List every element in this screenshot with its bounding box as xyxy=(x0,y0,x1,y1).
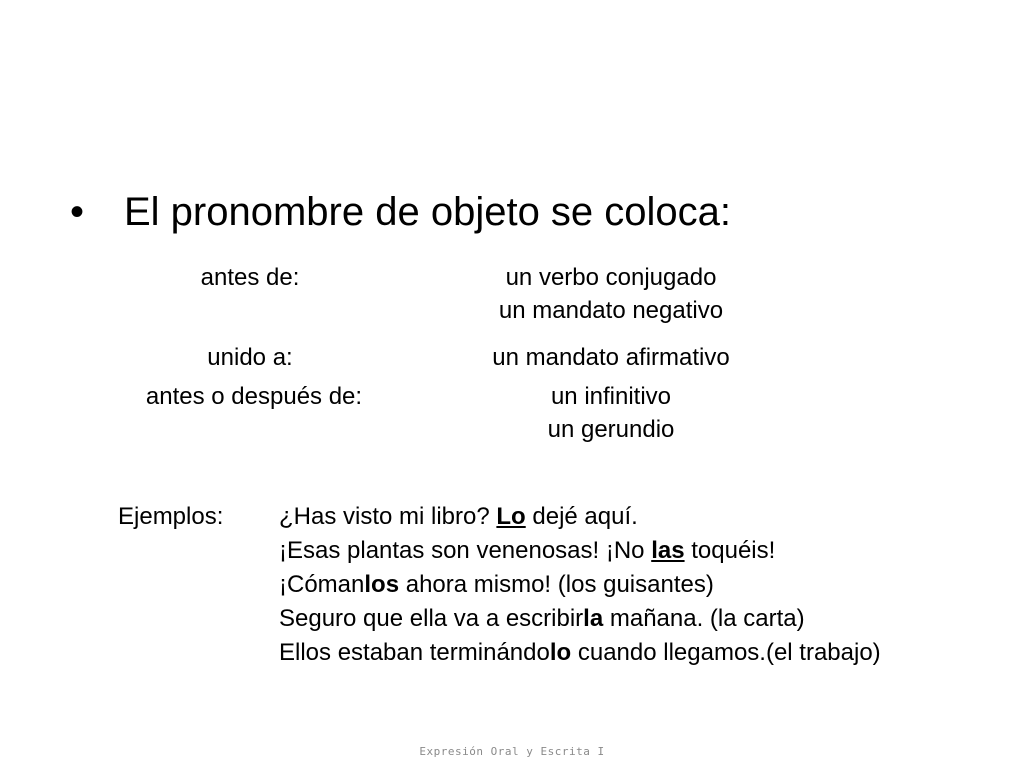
example-text: dejé aquí. xyxy=(525,503,638,530)
rule-value: un mandato afirmativo xyxy=(492,344,730,371)
example-text: ahora mismo! (los guisantes) xyxy=(399,571,714,598)
example-text: Ellos estaban terminándo xyxy=(279,639,550,666)
example-sentence xyxy=(279,500,919,534)
example-text: ¡Cóman xyxy=(279,571,365,598)
example-sentence xyxy=(279,636,919,670)
rule-value: un gerundio xyxy=(547,416,675,443)
example-pronoun-highlight: las xyxy=(651,537,685,564)
rule-value: un infinitivo xyxy=(550,383,672,410)
examples-label: Ejemplos: xyxy=(118,503,224,530)
example-text: cuando llegamos.(el trabajo) xyxy=(571,639,881,666)
rule-label-antes-o-despues: antes o después de: xyxy=(145,383,363,410)
example-text: Seguro que ella va a escribir xyxy=(279,605,584,632)
rule-label-antes: antes de: xyxy=(200,264,300,291)
example-sentence xyxy=(279,534,919,568)
example-text: ¿Has visto mi libro? xyxy=(279,503,497,530)
example-sentence xyxy=(279,602,919,636)
rule-label-unido: unido a: xyxy=(207,344,293,371)
example-pronoun-bold: la xyxy=(583,605,604,632)
rule-values-antes-o-despues xyxy=(441,380,781,446)
example-text: mañana. (la carta) xyxy=(603,605,805,632)
example-text: toquéis! xyxy=(684,537,776,564)
rule-value: un mandato negativo xyxy=(498,297,724,324)
example-sentence xyxy=(279,568,919,602)
bullet-marker: • xyxy=(70,190,85,234)
rule-values-antes xyxy=(441,261,781,327)
bullet-heading-row xyxy=(70,186,731,238)
slide-footer: Expresión Oral y Escrita I xyxy=(419,745,605,758)
slide-heading: El pronombre de objeto se coloca: xyxy=(124,190,732,234)
example-pronoun-bold: lo xyxy=(549,639,572,666)
example-pronoun-bold: los xyxy=(364,571,400,598)
examples-list xyxy=(279,500,919,670)
example-pronoun-highlight: Lo xyxy=(496,503,526,530)
example-text: ¡Esas plantas son venenosas! ¡No xyxy=(279,537,652,564)
rule-value: un verbo conjugado xyxy=(505,264,717,291)
rule-values-unido xyxy=(441,341,781,374)
